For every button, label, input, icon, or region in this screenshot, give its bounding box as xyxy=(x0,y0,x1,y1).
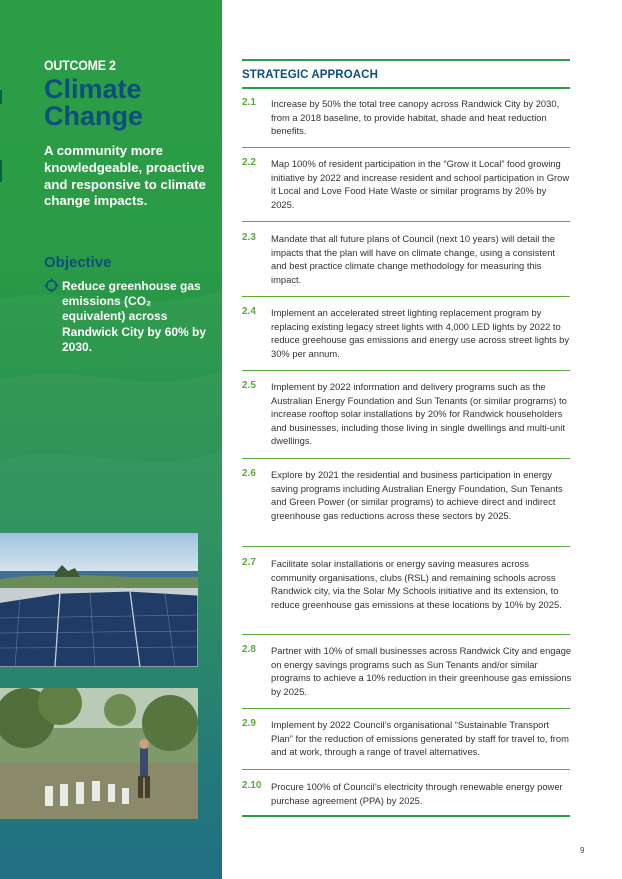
edge-mark xyxy=(0,160,2,182)
item-number: 2.5 xyxy=(242,380,256,391)
item-text: Increase by 50% the total tree canopy across Randwick City by 2030, from a 2018 baseline, to provide habitat, shade and heat reduction benefits. xyxy=(271,98,560,136)
outcome-title: Climate Change xyxy=(44,74,144,131)
item-divider xyxy=(242,221,570,222)
item-text: Map 100% of resident participation in the “Grow it Local” food growing initiative by 2022 and increase resident and school participation in Grow it Local and Love Food Hate Waste or similar programs by 20% by 2025. xyxy=(271,158,570,210)
item-divider xyxy=(242,458,570,459)
item-text: Implement by 2022 Council’s organisational “Sustainable Transport Plan” for the reduction of emissions generated by staff for travel to, from and at work, through a range of travel alternatives. xyxy=(271,719,569,757)
item-divider xyxy=(242,370,570,371)
item-number: 2.2 xyxy=(242,157,256,168)
item-text: Explore by 2021 the residential and business participation in energy saving programs including Australian Energy Foundation, Sun Tenants and Green Power (or similar programs) to achieve direct and indirect greenhouse gas reductions across these sectors by 2025. xyxy=(271,469,563,521)
item-divider xyxy=(242,634,570,635)
top-rule xyxy=(242,59,570,61)
item-number: 2.4 xyxy=(242,306,256,317)
item-text: Implement by 2022 information and delivery programs such as the Australian Energy Foundation and Sun Tenants (or similar programs) to increase rooftop solar installations by 20% for Randwick householders and businesses, including those living in single dwellings and multi-unit dwellings. xyxy=(271,381,567,446)
item-number: 2.6 xyxy=(242,468,256,479)
page-number: 9 xyxy=(580,846,585,855)
item-text: Procure 100% of Council’s electricity through renewable energy power purchase agreement (PPA) by 2025. xyxy=(271,781,563,806)
left-panel xyxy=(0,0,222,879)
item-number: 2.1 xyxy=(242,97,256,108)
edge-mark xyxy=(0,90,2,104)
item-divider xyxy=(242,296,570,297)
item-number: 2.8 xyxy=(242,644,256,655)
item-text: Facilitate solar installations or energy saving measures across community organisations, clubs (RSL) and remaining schools across Randwick city, via the Solar My Schools initiative and its extension, to reduce greenhouse gas emissions at these locations by 10% by 2025. xyxy=(271,558,562,610)
item-number: 2.7 xyxy=(242,557,256,568)
objective-heading: Objective xyxy=(44,254,112,271)
item-text: Partner with 10% of small businesses across Randwick City and engage on energy savings programs such as Sun Tenants and/or similar programs to achieve a 10% reduction in their greenhouse gas emissions by 2025. xyxy=(271,645,572,697)
item-divider xyxy=(242,769,570,770)
item-number: 2.9 xyxy=(242,718,256,729)
item-number: 2.3 xyxy=(242,232,256,243)
item-number: 2.10 xyxy=(242,780,262,791)
objective-text: Reduce greenhouse gas emissions (CO₂ equivalent) across Randwick City by 60% by 2030. xyxy=(62,279,207,354)
bottom-rule xyxy=(242,815,570,817)
outcome-description: A community more knowledgeable, proactive and responsive to climate change impacts. xyxy=(44,143,206,209)
strategic-approach-header xyxy=(242,59,570,89)
item-divider xyxy=(242,708,570,709)
item-text: Mandate that all future plans of Council (next 10 years) will detail the impacts that the plan will have on climate change, using a consistent and best practice climate change methodology for measuring this impact. xyxy=(271,233,556,285)
item-text: Implement an accelerated street lighting replacement program by replacing existing legacy street lights with 4,000 LED lights by 2022 to reduce greehouse gas emissions and energy use across street lights by 30% per annum. xyxy=(271,307,570,359)
tree-planting-photo xyxy=(0,688,198,819)
outcome-label: OUTCOME 2 xyxy=(44,57,116,73)
heading-rule xyxy=(242,87,570,89)
target-icon xyxy=(44,278,59,293)
item-divider xyxy=(242,546,570,547)
item-divider xyxy=(242,147,570,148)
strategic-approach-heading: STRATEGIC APPROACH xyxy=(242,69,378,81)
solar-panels-photo xyxy=(0,533,198,667)
